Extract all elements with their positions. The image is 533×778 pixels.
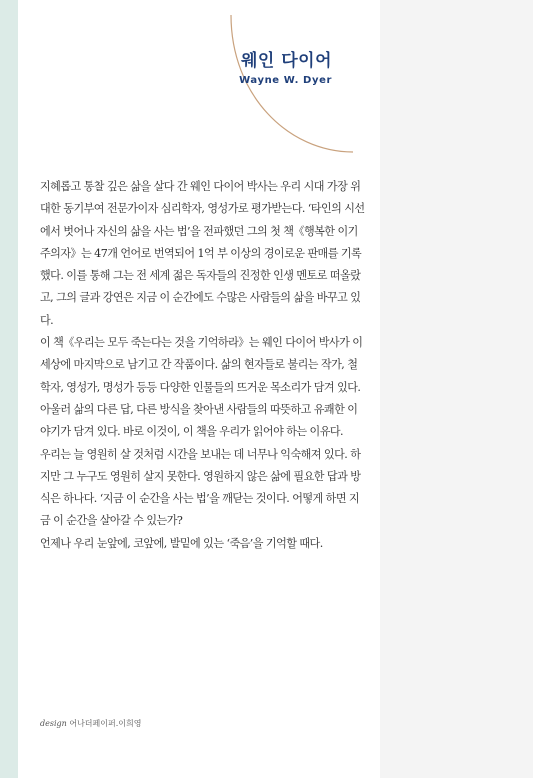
bio-paragraph: 지혜롭고 통찰 깊은 삶을 살다 간 웨인 다이어 박사는 우리 시대 가장 위대한 동기부여 전문가이자 심리학자, 영성가로 평가받는다. ‘타인의 시선에서 벗어나 자신의 삶을 사는 법’을 전파했던 그의 첫 책《행복한 이기주의자》는 47개 언어로 번역되어 1억 부 이상의 경이로운 판매를 기록했다. 이를 통해 그는 전 세계 젊은 독자들의 진정한 인생 멘토로 떠올랐고, 그의 글과 강연은 지금 이 순간에도 수많은 사람들의 삶을 바꾸고 있다. (40, 180, 365, 327)
author-page (18, 0, 380, 778)
bio-paragraph: 이 책《우리는 모두 죽는다는 것을 기억하라》는 웨인 다이어 박사가 이 세상에 마지막으로 남기고 간 작품이다. 삶의 현자들로 불리는 작가, 철학자, 영성가, 명성가 등등 다양한 인물들의 뜨거운 목소리가 담겨 있다. 아울러 삶의 다른 답, 다른 방식을 찾아낸 사람들의 따뜻하고 유쾌한 이야기가 담겨 있다. 바로 이것이, 이 책을 우리가 읽어야 하는 이유다. (40, 336, 363, 439)
author-bio (40, 176, 366, 555)
bio-paragraph: 언제나 우리 눈앞에, 코앞에, 발밑에 있는 ‘죽음’을 기억할 때다. (40, 536, 323, 550)
right-background (380, 0, 533, 778)
left-background-strip (0, 0, 18, 778)
bio-paragraph: 우리는 늘 영원히 살 것처럼 시간을 보내는 데 너무나 익숙해져 있다. 하지만 그 누구도 영원히 살지 못한다. 영원하지 않은 삶에 필요한 답과 방식은 하나다. ‘지금 이 순간을 사는 법’을 깨닫는 것이다. 어떻게 하면 지금 이 순간을 살아갈 수 있는가? (40, 447, 361, 528)
design-credit-label: design (40, 719, 67, 728)
design-credit-value: 어나더페이퍼.이희영 (69, 719, 142, 728)
design-credit (40, 718, 141, 729)
author-name-english: Wayne W. Dyer (239, 75, 332, 86)
author-name-korean: 웨인 다이어 (240, 51, 332, 71)
